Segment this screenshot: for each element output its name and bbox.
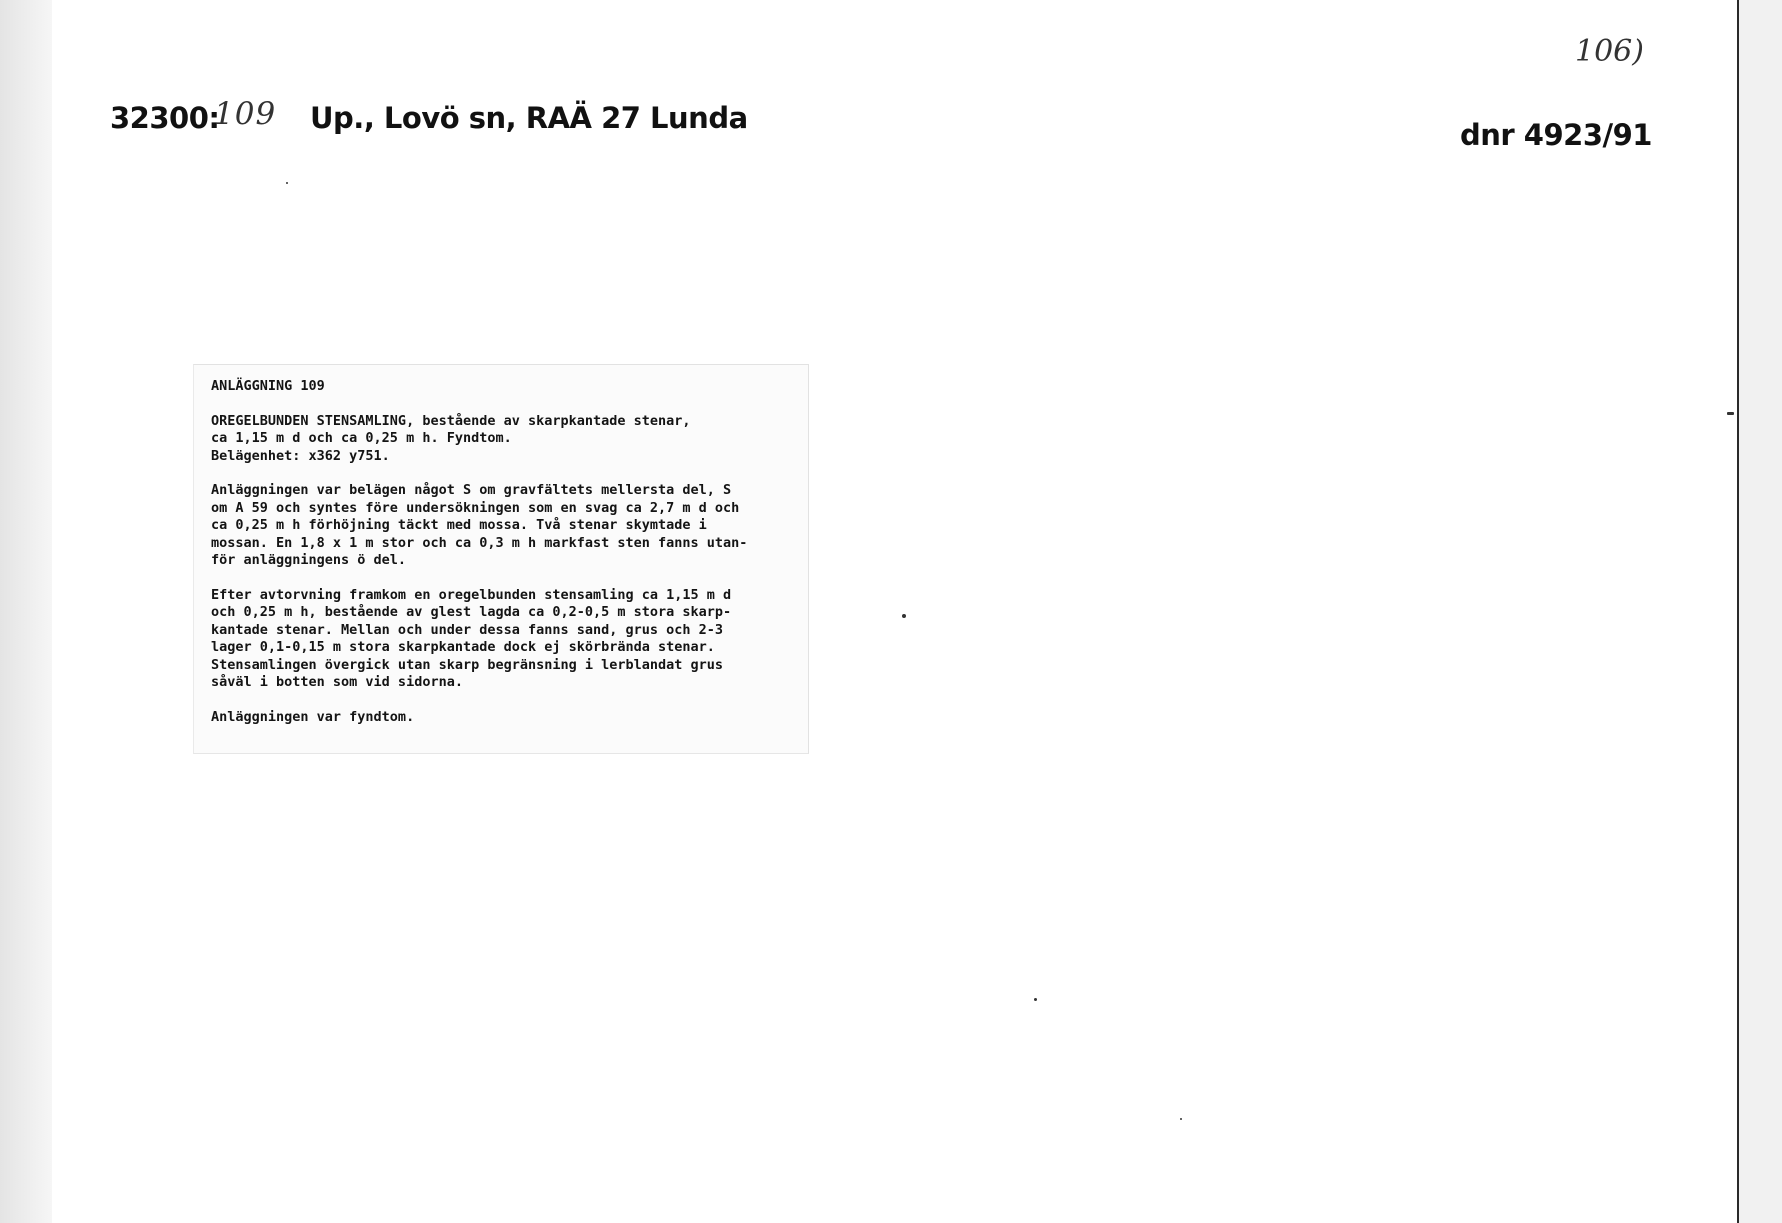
card-paragraph-finds: Anläggningen var fyndtom. bbox=[211, 708, 415, 725]
catalog-number: 32300: bbox=[110, 101, 220, 135]
card-paragraph-location: Anläggningen var belägen något S om gravfältets mellersta del, S om A 59 och syntes före undersökningen som en svag ca 2,7 m d och ca 0,25 m h förhöjning täckt med mossa. Två stenar skymtade i mossan. En 1,8 x 1 m stor och ca 0,3 m h markfast sten fanns utan- för anläggningens ö del. bbox=[211, 482, 748, 568]
card-heading: ANLÄGGNING 109 bbox=[211, 378, 325, 394]
scan-speck bbox=[1727, 412, 1734, 415]
site-title: Up., Lovö sn, RAÄ 27 Lunda bbox=[310, 101, 748, 135]
note-card bbox=[193, 364, 809, 754]
dnr-number: dnr 4923/91 bbox=[1460, 118, 1652, 152]
scan-right-edge bbox=[1738, 0, 1782, 1223]
scan-speck bbox=[1180, 1118, 1182, 1120]
scan-speck bbox=[286, 182, 288, 184]
scan-speck bbox=[902, 614, 906, 618]
scan-speck bbox=[1034, 998, 1037, 1001]
card-paragraph-excavation: Efter avtorvning framkom en oregelbunden stensamling ca 1,15 m d och 0,25 m h, bestående av glest lagda ca 0,2-0,5 m stora skarp- kantade stenar. Mellan och under dessa fanns sand, grus och 2-3 lager 0,1-0,15 m stora skarpkantade dock ej skörbrända stenar. Stensamlingen övergick utan skarp begränsning i lerblandat grus såväl i botten som vid sidorna. bbox=[211, 586, 732, 690]
scan-left-edge bbox=[0, 0, 52, 1223]
card-paragraph-summary: OREGELBUNDEN STENSAMLING, bestående av skarpkantade stenar, ca 1,15 m d och ca 0,25 m h. Fyndtom. Belägenhet: x362 y751. bbox=[211, 412, 691, 464]
scan-right-line bbox=[1737, 0, 1739, 1223]
handwritten-number: 109 bbox=[214, 96, 277, 132]
handwritten-page-number: 106) bbox=[1575, 34, 1644, 69]
